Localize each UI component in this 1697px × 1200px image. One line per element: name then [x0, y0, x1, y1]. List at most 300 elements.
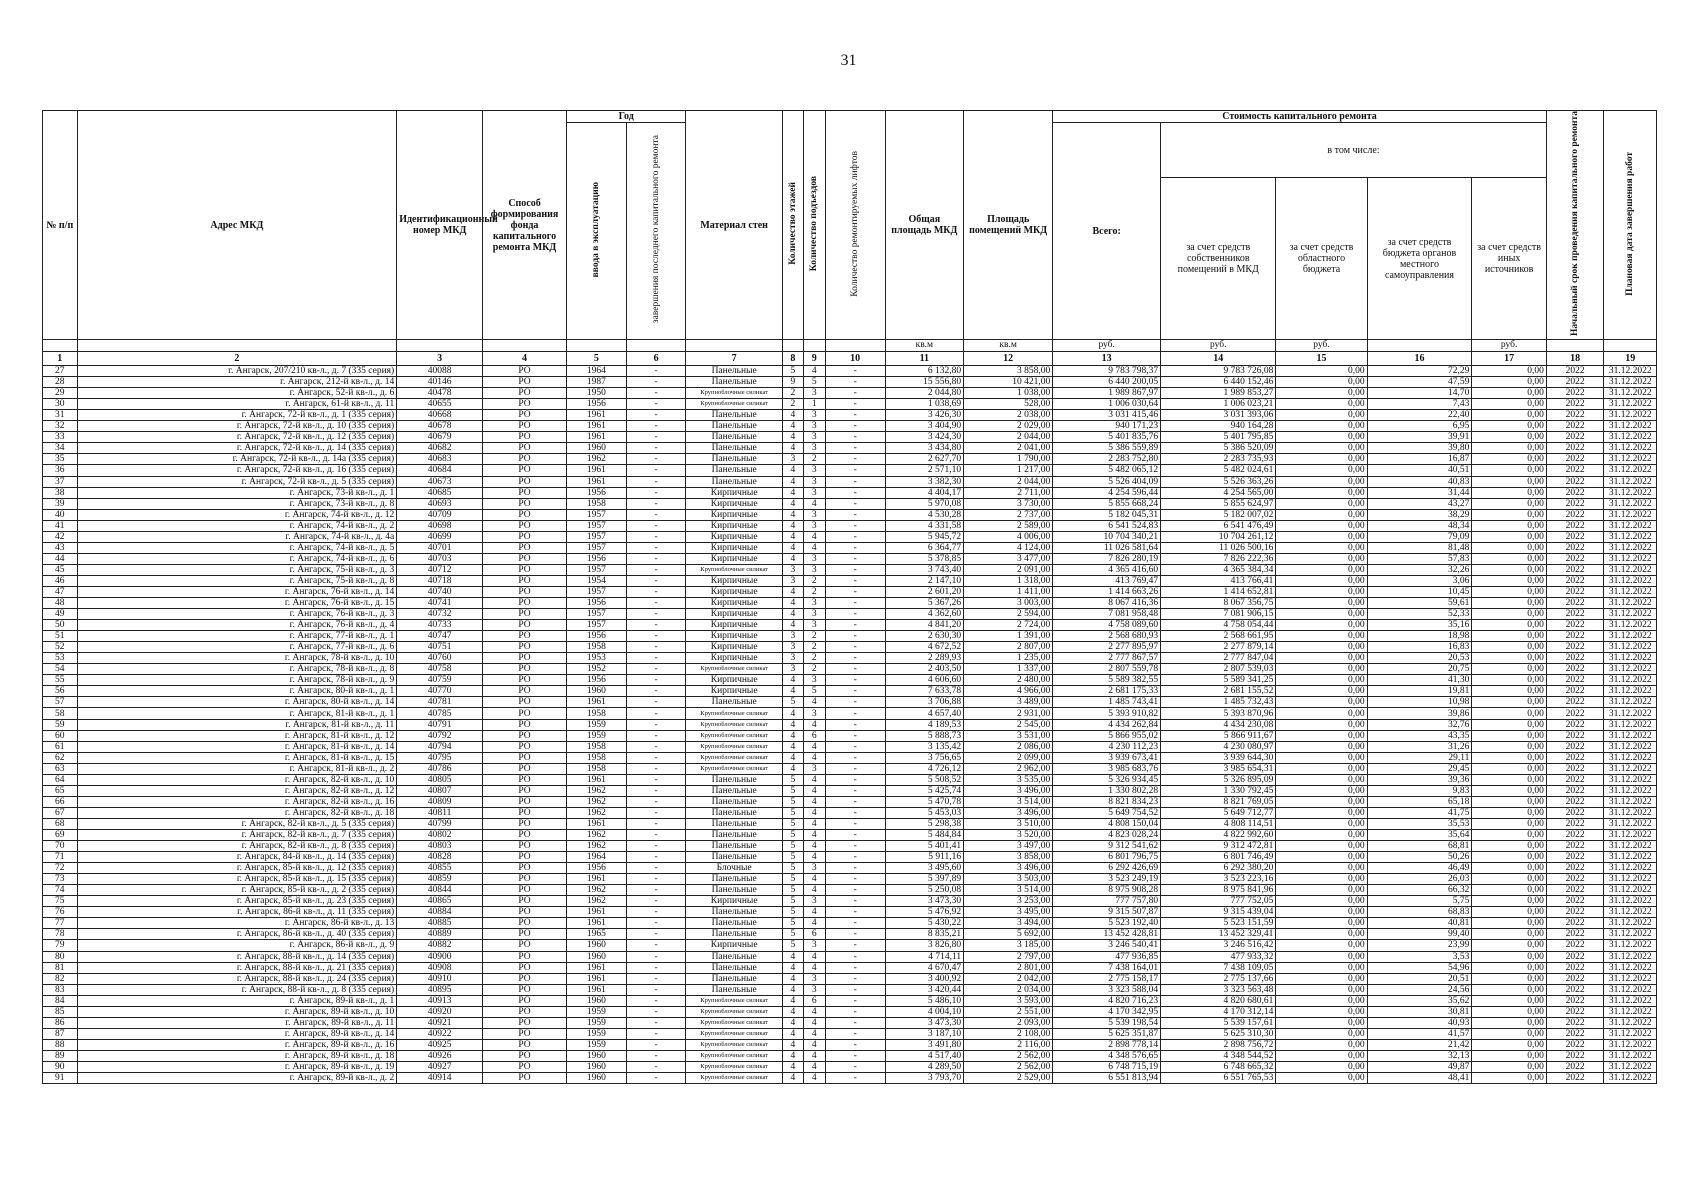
- cell-address: г. Ангарск, 89-й кв-л., д. 10: [77, 1006, 397, 1017]
- cell-wall-material: Панельные: [686, 476, 782, 487]
- cell-start-year: 2022: [1546, 531, 1604, 542]
- cell-cost-regional: 0,00: [1276, 907, 1367, 918]
- cell-year-last-repair: -: [626, 509, 686, 520]
- cell-row-num: 71: [43, 852, 78, 863]
- cell-floors: 4: [782, 1006, 803, 1017]
- cell-year-commission: 1961: [566, 962, 626, 973]
- cell-premises-area: 2 034,00: [964, 984, 1053, 995]
- cell-cost-regional: 0,00: [1276, 1017, 1367, 1028]
- cell-lifts: -: [825, 874, 885, 885]
- header-entrances: Количество подъездов: [803, 111, 825, 340]
- cell-year-last-repair: -: [626, 454, 686, 465]
- cell-row-num: 43: [43, 542, 78, 553]
- cell-year-commission: 1959: [566, 719, 626, 730]
- cell-cost-other: 0,00: [1472, 664, 1546, 675]
- cell-mkd-id: 40889: [397, 929, 483, 940]
- cell-end-date: 31.12.2022: [1604, 675, 1657, 686]
- cell-wall-material: Панельные: [686, 377, 782, 388]
- cell-cost-total: 5 393 910,82: [1053, 708, 1161, 719]
- cell-cost-total: 5 182 045,31: [1053, 509, 1161, 520]
- cell-row-num: 44: [43, 553, 78, 564]
- cell-total-area: 3 706,88: [885, 697, 964, 708]
- table-row: [43, 730, 1657, 741]
- cell-entrances: 3: [803, 432, 825, 443]
- cell-entrances: 4: [803, 818, 825, 829]
- cell-start-year: 2022: [1546, 841, 1604, 852]
- cell-cost-regional: 0,00: [1276, 509, 1367, 520]
- cell-row-num: 63: [43, 763, 78, 774]
- cell-cost-total: 11 026 581,64: [1053, 542, 1161, 553]
- cell-cost-owners: 9 312 472,81: [1161, 841, 1276, 852]
- cell-start-year: 2022: [1546, 830, 1604, 841]
- cell-end-date: 31.12.2022: [1604, 509, 1657, 520]
- column-number: 1: [43, 352, 78, 366]
- cell-end-date: 31.12.2022: [1604, 642, 1657, 653]
- cell-cost-local: 39,91: [1367, 432, 1472, 443]
- cell-start-year: 2022: [1546, 377, 1604, 388]
- cell-year-last-repair: -: [626, 830, 686, 841]
- cell-start-year: 2022: [1546, 697, 1604, 708]
- cell-fund-method: РО: [483, 575, 567, 586]
- cell-cost-total: 1 989 867,97: [1053, 388, 1161, 399]
- table-row: [43, 586, 1657, 597]
- unit-cell: [77, 340, 397, 352]
- cell-year-last-repair: -: [626, 818, 686, 829]
- cell-cost-regional: 0,00: [1276, 675, 1367, 686]
- cell-start-year: 2022: [1546, 918, 1604, 929]
- cell-end-date: 31.12.2022: [1604, 498, 1657, 509]
- cell-lifts: -: [825, 653, 885, 664]
- cell-cost-local: 35,64: [1367, 830, 1472, 841]
- cell-year-last-repair: -: [626, 984, 686, 995]
- cell-end-date: 31.12.2022: [1604, 377, 1657, 388]
- cell-address: г. Ангарск, 82-й кв-л., д. 12: [77, 785, 397, 796]
- cell-mkd-id: 40740: [397, 586, 483, 597]
- cell-cost-other: 0,00: [1472, 741, 1546, 752]
- cell-year-commission: 1956: [566, 863, 626, 874]
- cell-start-year: 2022: [1546, 1039, 1604, 1050]
- cell-wall-material: Кирпичные: [686, 609, 782, 620]
- cell-cost-owners: 3 939 644,30: [1161, 752, 1276, 763]
- cell-end-date: 31.12.2022: [1604, 542, 1657, 553]
- cell-total-area: 5 508,52: [885, 774, 964, 785]
- cell-cost-local: 5,75: [1367, 896, 1472, 907]
- cell-floors: 4: [782, 675, 803, 686]
- cell-mkd-id: 40794: [397, 741, 483, 752]
- cell-fund-method: РО: [483, 531, 567, 542]
- unit-premises-area: кв.м: [964, 340, 1053, 352]
- cell-wall-material: Панельные: [686, 962, 782, 973]
- cell-row-num: 57: [43, 697, 78, 708]
- cell-lifts: -: [825, 962, 885, 973]
- cell-mkd-id: 40733: [397, 620, 483, 631]
- cell-lifts: -: [825, 984, 885, 995]
- cell-fund-method: РО: [483, 1050, 567, 1061]
- cell-lifts: -: [825, 642, 885, 653]
- cell-floors: 3: [782, 564, 803, 575]
- cell-wall-material: Панельные: [686, 951, 782, 962]
- cell-cost-total: 1 330 802,28: [1053, 785, 1161, 796]
- cell-wall-material: Кирпичные: [686, 620, 782, 631]
- cell-year-last-repair: -: [626, 520, 686, 531]
- cell-cost-local: 30,81: [1367, 1006, 1472, 1017]
- cell-lifts: -: [825, 631, 885, 642]
- cell-cost-total: 2 775 158,17: [1053, 973, 1161, 984]
- cell-cost-other: 0,00: [1472, 1050, 1546, 1061]
- cell-end-date: 31.12.2022: [1604, 410, 1657, 421]
- cell-row-num: 59: [43, 719, 78, 730]
- cell-address: г. Ангарск, 84-й кв-л., д. 14 (335 серия): [77, 852, 397, 863]
- cell-wall-material: Панельные: [686, 454, 782, 465]
- cell-fund-method: РО: [483, 951, 567, 962]
- cell-year-last-repair: -: [626, 874, 686, 885]
- cell-total-area: 3 473,30: [885, 1017, 964, 1028]
- cell-premises-area: 3 730,00: [964, 498, 1053, 509]
- cell-total-area: 3 382,30: [885, 476, 964, 487]
- unit-cell: [1367, 340, 1472, 352]
- cell-row-num: 67: [43, 807, 78, 818]
- cell-floors: 3: [782, 454, 803, 465]
- cell-address: г. Ангарск, 74-й кв-л., д. 2: [77, 520, 397, 531]
- cell-mkd-id: 40865: [397, 896, 483, 907]
- column-number: 13: [1053, 352, 1161, 366]
- cell-wall-material: Кирпичные: [686, 598, 782, 609]
- cell-entrances: 3: [803, 863, 825, 874]
- cell-start-year: 2022: [1546, 874, 1604, 885]
- cell-year-last-repair: -: [626, 995, 686, 1006]
- cell-entrances: 3: [803, 708, 825, 719]
- cell-start-year: 2022: [1546, 509, 1604, 520]
- table-row: [43, 752, 1657, 763]
- cell-year-commission: 1962: [566, 454, 626, 465]
- cell-row-num: 49: [43, 609, 78, 620]
- cell-year-commission: 1956: [566, 553, 626, 564]
- cell-cost-other: 0,00: [1472, 377, 1546, 388]
- cell-fund-method: РО: [483, 421, 567, 432]
- cell-premises-area: 2 480,00: [964, 675, 1053, 686]
- column-numbers-row: [43, 352, 1657, 366]
- cell-end-date: 31.12.2022: [1604, 807, 1657, 818]
- cell-mkd-id: 40885: [397, 918, 483, 929]
- cell-end-date: 31.12.2022: [1604, 631, 1657, 642]
- cell-row-num: 51: [43, 631, 78, 642]
- table-row: [43, 686, 1657, 697]
- cell-row-num: 32: [43, 421, 78, 432]
- cell-start-year: 2022: [1546, 675, 1604, 686]
- table-row: [43, 675, 1657, 686]
- cell-start-year: 2022: [1546, 366, 1604, 377]
- cell-year-commission: 1957: [566, 609, 626, 620]
- cell-cost-owners: 2 681 155,52: [1161, 686, 1276, 697]
- cell-year-commission: 1958: [566, 708, 626, 719]
- cell-cost-regional: 0,00: [1276, 686, 1367, 697]
- unit-owners: руб.: [1161, 340, 1276, 352]
- cell-cost-other: 0,00: [1472, 830, 1546, 841]
- cell-cost-local: 6,95: [1367, 421, 1472, 432]
- cell-row-num: 35: [43, 454, 78, 465]
- cell-row-num: 34: [43, 443, 78, 454]
- cell-entrances: 2: [803, 631, 825, 642]
- cell-cost-other: 0,00: [1472, 896, 1546, 907]
- cell-floors: 4: [782, 586, 803, 597]
- header-lifts: Количество ремонтируемых лифтов: [825, 111, 885, 340]
- table-row: [43, 818, 1657, 829]
- cell-start-year: 2022: [1546, 664, 1604, 675]
- cell-premises-area: 2 545,00: [964, 719, 1053, 730]
- cell-premises-area: 4 124,00: [964, 542, 1053, 553]
- cell-floors: 5: [782, 807, 803, 818]
- header-regional: за счет средств областного бюджета: [1276, 178, 1367, 340]
- cell-cost-regional: 0,00: [1276, 377, 1367, 388]
- cell-total-area: 5 453,03: [885, 807, 964, 818]
- cell-cost-local: 40,93: [1367, 1017, 1472, 1028]
- cell-premises-area: 3 496,00: [964, 785, 1053, 796]
- cell-end-date: 31.12.2022: [1604, 553, 1657, 564]
- cell-total-area: 3 491,80: [885, 1039, 964, 1050]
- cell-premises-area: 1 235,00: [964, 653, 1053, 664]
- cell-floors: 5: [782, 885, 803, 896]
- cell-year-commission: 1962: [566, 785, 626, 796]
- cell-floors: 4: [782, 1039, 803, 1050]
- cell-wall-material: Крупноблочные силикат: [686, 388, 782, 399]
- cell-floors: 4: [782, 973, 803, 984]
- cell-cost-other: 0,00: [1472, 863, 1546, 874]
- cell-premises-area: 1 318,00: [964, 575, 1053, 586]
- cell-year-commission: 1962: [566, 896, 626, 907]
- cell-year-last-repair: -: [626, 675, 686, 686]
- cell-address: г. Ангарск, 89-й кв-л., д. 11: [77, 1017, 397, 1028]
- cell-year-commission: 1964: [566, 852, 626, 863]
- cell-cost-total: 8 821 834,23: [1053, 796, 1161, 807]
- cell-cost-local: 43,35: [1367, 730, 1472, 741]
- unit-cell: [626, 340, 686, 352]
- cell-address: г. Ангарск, 89-й кв-л., д. 16: [77, 1039, 397, 1050]
- cell-wall-material: Крупноблочные силикат: [686, 1006, 782, 1017]
- cell-address: г. Ангарск, 80-й кв-л., д. 1: [77, 686, 397, 697]
- cell-entrances: 2: [803, 575, 825, 586]
- cell-total-area: 4 657,40: [885, 708, 964, 719]
- cell-wall-material: Панельные: [686, 421, 782, 432]
- cell-fund-method: РО: [483, 454, 567, 465]
- cell-end-date: 31.12.2022: [1604, 487, 1657, 498]
- cell-start-year: 2022: [1546, 564, 1604, 575]
- column-number: 19: [1604, 352, 1657, 366]
- cell-start-year: 2022: [1546, 907, 1604, 918]
- cell-cost-other: 0,00: [1472, 841, 1546, 852]
- table-row: [43, 520, 1657, 531]
- cell-year-commission: 1958: [566, 763, 626, 774]
- cell-start-year: 2022: [1546, 631, 1604, 642]
- cell-year-last-repair: -: [626, 598, 686, 609]
- cell-end-date: 31.12.2022: [1604, 818, 1657, 829]
- cell-cost-total: 2 898 778,14: [1053, 1039, 1161, 1050]
- cell-mkd-id: 40709: [397, 509, 483, 520]
- cell-address: г. Ангарск, 86-й кв-л., д. 9: [77, 940, 397, 951]
- cell-row-num: 42: [43, 531, 78, 542]
- cell-year-last-repair: -: [626, 443, 686, 454]
- cell-end-date: 31.12.2022: [1604, 852, 1657, 863]
- cell-cost-regional: 0,00: [1276, 631, 1367, 642]
- header-end-date: Плановая дата завершения работ: [1604, 111, 1657, 340]
- cell-address: г. Ангарск, 74-й кв-л., д. 4а: [77, 531, 397, 542]
- cell-cost-regional: 0,00: [1276, 366, 1367, 377]
- cell-premises-area: 2 594,00: [964, 609, 1053, 620]
- table-row: [43, 719, 1657, 730]
- table-row: [43, 995, 1657, 1006]
- cell-total-area: 4 841,20: [885, 620, 964, 631]
- cell-year-commission: 1961: [566, 697, 626, 708]
- cell-wall-material: Кирпичные: [686, 586, 782, 597]
- cell-wall-material: Крупноблочные силикат: [686, 995, 782, 1006]
- cell-cost-regional: 0,00: [1276, 752, 1367, 763]
- cell-mkd-id: 40900: [397, 951, 483, 962]
- cell-cost-other: 0,00: [1472, 807, 1546, 818]
- cell-start-year: 2022: [1546, 476, 1604, 487]
- cell-year-commission: 1961: [566, 465, 626, 476]
- cell-row-num: 28: [43, 377, 78, 388]
- cell-cost-regional: 0,00: [1276, 1006, 1367, 1017]
- cell-premises-area: 3 496,00: [964, 807, 1053, 818]
- cell-cost-other: 0,00: [1472, 542, 1546, 553]
- cell-entrances: 3: [803, 520, 825, 531]
- cell-cost-other: 0,00: [1472, 432, 1546, 443]
- header-address: Адрес МКД: [77, 111, 397, 340]
- cell-cost-regional: 0,00: [1276, 785, 1367, 796]
- cell-cost-owners: 5 401 795,85: [1161, 432, 1276, 443]
- cell-cost-other: 0,00: [1472, 1073, 1546, 1084]
- cell-end-date: 31.12.2022: [1604, 598, 1657, 609]
- cell-premises-area: 2 562,00: [964, 1061, 1053, 1072]
- cell-cost-owners: 6 551 765,53: [1161, 1073, 1276, 1084]
- cell-year-last-repair: -: [626, 575, 686, 586]
- cell-address: г. Ангарск, 89-й кв-л., д. 1: [77, 995, 397, 1006]
- cell-cost-owners: 5 393 870,96: [1161, 708, 1276, 719]
- cell-total-area: 5 430,22: [885, 918, 964, 929]
- cell-premises-area: 1 217,00: [964, 465, 1053, 476]
- cell-cost-total: 2 568 680,93: [1053, 631, 1161, 642]
- cell-total-area: 4 672,52: [885, 642, 964, 653]
- cell-cost-total: 6 292 426,69: [1053, 863, 1161, 874]
- cell-year-last-repair: -: [626, 785, 686, 796]
- cell-year-commission: 1962: [566, 885, 626, 896]
- cell-entrances: 4: [803, 741, 825, 752]
- cell-mkd-id: 40844: [397, 885, 483, 896]
- cell-premises-area: 2 737,00: [964, 509, 1053, 520]
- table-row: [43, 774, 1657, 785]
- cell-year-last-repair: -: [626, 1017, 686, 1028]
- cell-premises-area: 1 038,00: [964, 388, 1053, 399]
- cell-cost-owners: 9 315 439,04: [1161, 907, 1276, 918]
- cell-row-num: 47: [43, 586, 78, 597]
- cell-cost-total: 4 254 596,44: [1053, 487, 1161, 498]
- table-row: [43, 542, 1657, 553]
- cell-cost-total: 3 031 415,46: [1053, 410, 1161, 421]
- cell-year-last-repair: -: [626, 465, 686, 476]
- cell-cost-owners: 6 801 746,49: [1161, 852, 1276, 863]
- cell-cost-total: 413 769,47: [1053, 575, 1161, 586]
- cell-lifts: -: [825, 940, 885, 951]
- cell-cost-other: 0,00: [1472, 399, 1546, 410]
- cell-year-last-repair: -: [626, 531, 686, 542]
- table-row: [43, 443, 1657, 454]
- cell-fund-method: РО: [483, 553, 567, 564]
- cell-end-date: 31.12.2022: [1604, 940, 1657, 951]
- cell-floors: 4: [782, 741, 803, 752]
- cell-entrances: 4: [803, 962, 825, 973]
- cell-floors: 5: [782, 907, 803, 918]
- cell-cost-owners: 5 526 363,26: [1161, 476, 1276, 487]
- cell-year-commission: 1953: [566, 653, 626, 664]
- cell-row-num: 50: [43, 620, 78, 631]
- cell-row-num: 88: [43, 1039, 78, 1050]
- cell-mkd-id: 40882: [397, 940, 483, 951]
- cell-wall-material: Панельные: [686, 841, 782, 852]
- cell-lifts: -: [825, 763, 885, 774]
- cell-entrances: 4: [803, 1073, 825, 1084]
- cell-cost-total: 1 414 663,26: [1053, 586, 1161, 597]
- cell-entrances: 4: [803, 498, 825, 509]
- column-number: 2: [77, 352, 397, 366]
- cell-address: г. Ангарск, 89-й кв-л., д. 2: [77, 1073, 397, 1084]
- cell-premises-area: 2 711,00: [964, 487, 1053, 498]
- cell-premises-area: 3 477,00: [964, 553, 1053, 564]
- cell-cost-other: 0,00: [1472, 929, 1546, 940]
- cell-year-commission: 1959: [566, 1017, 626, 1028]
- cell-total-area: 2 601,20: [885, 586, 964, 597]
- cell-year-last-repair: -: [626, 399, 686, 410]
- cell-row-num: 58: [43, 708, 78, 719]
- cell-fund-method: РО: [483, 1039, 567, 1050]
- cell-year-last-repair: -: [626, 918, 686, 929]
- cell-end-date: 31.12.2022: [1604, 785, 1657, 796]
- cell-year-commission: 1957: [566, 542, 626, 553]
- cell-year-last-repair: -: [626, 708, 686, 719]
- cell-total-area: 7 633,78: [885, 686, 964, 697]
- cell-total-area: 5 486,10: [885, 995, 964, 1006]
- cell-cost-local: 18,98: [1367, 631, 1472, 642]
- cell-wall-material: Крупноблочные силикат: [686, 730, 782, 741]
- cell-cost-local: 81,48: [1367, 542, 1472, 553]
- cell-cost-owners: 2 277 879,14: [1161, 642, 1276, 653]
- table-row: [43, 454, 1657, 465]
- cell-cost-regional: 0,00: [1276, 951, 1367, 962]
- cell-floors: 5: [782, 366, 803, 377]
- cell-lifts: -: [825, 929, 885, 940]
- cell-cost-total: 9 783 798,37: [1053, 366, 1161, 377]
- cell-fund-method: РО: [483, 1006, 567, 1017]
- cell-cost-owners: 5 523 151,59: [1161, 918, 1276, 929]
- cell-cost-regional: 0,00: [1276, 1050, 1367, 1061]
- cell-row-num: 78: [43, 929, 78, 940]
- cell-address: г. Ангарск, 212-й кв-л., д. 14: [77, 377, 397, 388]
- cell-total-area: 3 404,90: [885, 421, 964, 432]
- cell-cost-total: 7 826 280,19: [1053, 553, 1161, 564]
- cell-lifts: -: [825, 388, 885, 399]
- cell-address: г. Ангарск, 80-й кв-л., д. 14: [77, 697, 397, 708]
- cell-cost-regional: 0,00: [1276, 388, 1367, 399]
- cell-year-last-repair: -: [626, 730, 686, 741]
- cell-wall-material: Крупноблочные силикат: [686, 664, 782, 675]
- cell-cost-total: 9 312 541,62: [1053, 841, 1161, 852]
- cell-floors: 4: [782, 553, 803, 564]
- cell-premises-area: 4 966,00: [964, 686, 1053, 697]
- cell-premises-area: 2 044,00: [964, 476, 1053, 487]
- cell-cost-regional: 0,00: [1276, 553, 1367, 564]
- unit-cell: [483, 340, 567, 352]
- cell-wall-material: Панельные: [686, 852, 782, 863]
- cell-total-area: 3 135,42: [885, 741, 964, 752]
- column-number: 11: [885, 352, 964, 366]
